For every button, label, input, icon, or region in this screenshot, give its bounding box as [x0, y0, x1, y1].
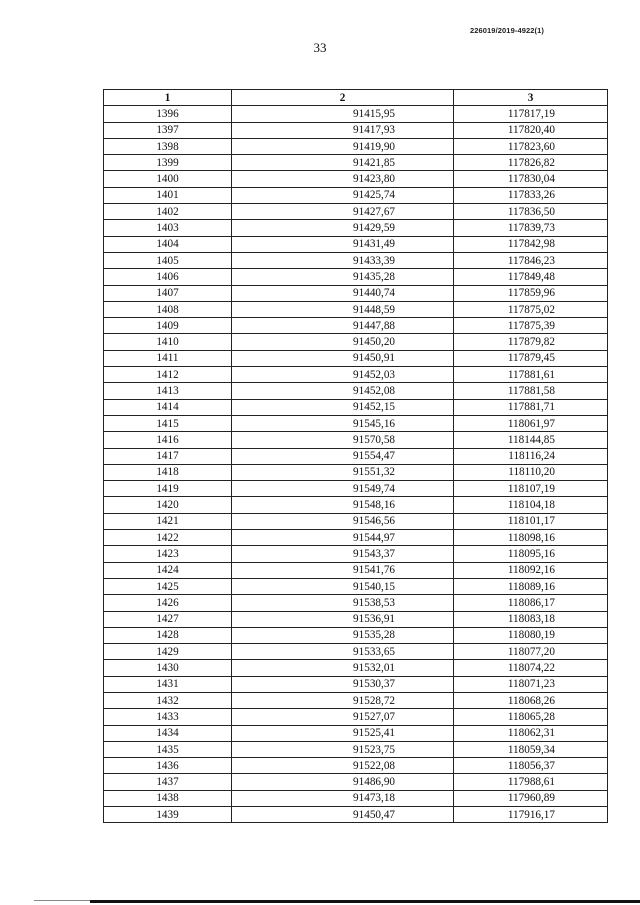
table-cell-col3: 117839,73 [454, 220, 608, 236]
table-cell-col2: 91532,01 [232, 660, 454, 676]
table-cell-col1: 1430 [104, 660, 232, 676]
table-cell-col2: 91554,47 [232, 448, 454, 464]
table-cell-col3: 118107,19 [454, 481, 608, 497]
table-row [104, 285, 608, 301]
table-row [104, 627, 608, 643]
table-cell-col2: 91536,91 [232, 611, 454, 627]
table-cell-col2: 91433,39 [232, 252, 454, 268]
table-cell-col1: 1438 [104, 790, 232, 806]
table-cell-col3: 117881,58 [454, 383, 608, 399]
table-row [104, 807, 608, 823]
table-cell-col3: 118056,37 [454, 758, 608, 774]
table-row [104, 122, 608, 138]
table-cell-col1: 1405 [104, 252, 232, 268]
table-cell-col3: 117988,61 [454, 774, 608, 790]
table-row [104, 660, 608, 676]
table-cell-col3: 118086,17 [454, 595, 608, 611]
table-cell-col1: 1397 [104, 122, 232, 138]
table-row [104, 562, 608, 578]
table-cell-col1: 1396 [104, 106, 232, 122]
table-cell-col1: 1433 [104, 709, 232, 725]
table-cell-col2: 91427,67 [232, 204, 454, 220]
table-cell-col1: 1417 [104, 448, 232, 464]
table-row [104, 269, 608, 285]
table-row [104, 399, 608, 415]
table-cell-col2: 91450,20 [232, 334, 454, 350]
table-cell-col1: 1408 [104, 301, 232, 317]
table-row [104, 790, 608, 806]
table-cell-col1: 1410 [104, 334, 232, 350]
table-row [104, 220, 608, 236]
table-cell-col1: 1425 [104, 578, 232, 594]
table-cell-col2: 91419,90 [232, 138, 454, 154]
table-cell-col3: 118061,97 [454, 415, 608, 431]
table-cell-col2: 91450,47 [232, 807, 454, 823]
table-row [104, 318, 608, 334]
table-cell-col2: 91525,41 [232, 725, 454, 741]
table-cell-col1: 1427 [104, 611, 232, 627]
table-cell-col2: 91545,16 [232, 415, 454, 431]
table-row [104, 350, 608, 366]
table-row [104, 611, 608, 627]
table-row [104, 301, 608, 317]
table-cell-col3: 118074,22 [454, 660, 608, 676]
table-cell-col2: 91452,15 [232, 399, 454, 415]
table-row [104, 155, 608, 171]
table-cell-col3: 118068,26 [454, 692, 608, 708]
table-cell-col3: 118095,16 [454, 546, 608, 562]
table-cell-col1: 1439 [104, 807, 232, 823]
table-row [104, 367, 608, 383]
table-row [104, 236, 608, 252]
column-header-2: 2 [232, 90, 454, 106]
table-cell-col3: 117916,17 [454, 807, 608, 823]
table-cell-col3: 118101,17 [454, 513, 608, 529]
footer-rule-faint [34, 900, 90, 901]
table-cell-col3: 117879,82 [454, 334, 608, 350]
table-cell-col2: 91527,07 [232, 709, 454, 725]
table-cell-col1: 1423 [104, 546, 232, 562]
table-cell-col1: 1406 [104, 269, 232, 285]
table-cell-col2: 91549,74 [232, 481, 454, 497]
table-cell-col1: 1421 [104, 513, 232, 529]
table-cell-col3: 117817,19 [454, 106, 608, 122]
table-cell-col2: 91522,08 [232, 758, 454, 774]
table-cell-col1: 1429 [104, 644, 232, 660]
table-cell-col1: 1407 [104, 285, 232, 301]
table-cell-col2: 91538,53 [232, 595, 454, 611]
table-cell-col2: 91486,90 [232, 774, 454, 790]
table-cell-col1: 1400 [104, 171, 232, 187]
table-row [104, 171, 608, 187]
table-cell-col3: 118083,18 [454, 611, 608, 627]
table-cell-col2: 91431,49 [232, 236, 454, 252]
table-cell-col3: 118071,23 [454, 676, 608, 692]
table-cell-col2: 91415,95 [232, 106, 454, 122]
column-header-3: 3 [454, 90, 608, 106]
table-row [104, 187, 608, 203]
table-cell-col3: 118098,16 [454, 530, 608, 546]
table-cell-col2: 91435,28 [232, 269, 454, 285]
table-cell-col2: 91541,76 [232, 562, 454, 578]
table-cell-col2: 91447,88 [232, 318, 454, 334]
table-cell-col3: 117836,50 [454, 204, 608, 220]
table-cell-col3: 117881,61 [454, 367, 608, 383]
table-row [104, 709, 608, 725]
table-cell-col2: 91425,74 [232, 187, 454, 203]
table-cell-col1: 1420 [104, 497, 232, 513]
table-cell-col3: 117846,23 [454, 252, 608, 268]
table-row [104, 758, 608, 774]
table-cell-col3: 118104,18 [454, 497, 608, 513]
table-cell-col3: 118062,31 [454, 725, 608, 741]
table-cell-col1: 1432 [104, 692, 232, 708]
coordinates-table-container [103, 89, 607, 823]
table-cell-col1: 1418 [104, 464, 232, 480]
table-cell-col3: 117830,04 [454, 171, 608, 187]
coordinates-table [103, 89, 608, 823]
table-row [104, 595, 608, 611]
table-row [104, 741, 608, 757]
table-cell-col2: 91421,85 [232, 155, 454, 171]
document-id: 226019/2019-4922(1) [469, 26, 544, 35]
table-cell-col1: 1428 [104, 627, 232, 643]
table-body [104, 106, 608, 823]
table-row [104, 530, 608, 546]
table-cell-col2: 91533,65 [232, 644, 454, 660]
table-row [104, 204, 608, 220]
table-cell-col1: 1431 [104, 676, 232, 692]
table-row [104, 578, 608, 594]
table-row [104, 432, 608, 448]
table-cell-col2: 91535,28 [232, 627, 454, 643]
table-cell-col3: 117875,39 [454, 318, 608, 334]
table-row [104, 497, 608, 513]
table-cell-col2: 91523,75 [232, 741, 454, 757]
table-cell-col3: 118080,19 [454, 627, 608, 643]
table-cell-col1: 1412 [104, 367, 232, 383]
table-cell-col1: 1436 [104, 758, 232, 774]
table-row [104, 692, 608, 708]
table-cell-col2: 91429,59 [232, 220, 454, 236]
table-cell-col3: 117833,26 [454, 187, 608, 203]
table-cell-col1: 1401 [104, 187, 232, 203]
table-row [104, 725, 608, 741]
table-cell-col2: 91417,93 [232, 122, 454, 138]
table-cell-col2: 91551,32 [232, 464, 454, 480]
table-cell-col3: 118077,20 [454, 644, 608, 660]
table-row [104, 138, 608, 154]
table-cell-col1: 1426 [104, 595, 232, 611]
table-cell-col2: 91546,56 [232, 513, 454, 529]
table-cell-col2: 91423,80 [232, 171, 454, 187]
table-row [104, 644, 608, 660]
table-cell-col1: 1415 [104, 415, 232, 431]
table-cell-col3: 118089,16 [454, 578, 608, 594]
table-cell-col1: 1422 [104, 530, 232, 546]
table-cell-col3: 117875,02 [454, 301, 608, 317]
table-cell-col1: 1404 [104, 236, 232, 252]
table-row [104, 448, 608, 464]
table-cell-col2: 91570,58 [232, 432, 454, 448]
footer-rule [90, 900, 640, 903]
table-cell-col3: 117859,96 [454, 285, 608, 301]
table-cell-col1: 1414 [104, 399, 232, 415]
page-number: 33 [313, 40, 327, 55]
table-cell-col3: 117849,48 [454, 269, 608, 285]
table-cell-col3: 118110,20 [454, 464, 608, 480]
table-row [104, 464, 608, 480]
table-cell-col1: 1409 [104, 318, 232, 334]
table-cell-col1: 1403 [104, 220, 232, 236]
table-row [104, 334, 608, 350]
table-cell-col2: 91528,72 [232, 692, 454, 708]
table-cell-col3: 117879,45 [454, 350, 608, 366]
table-cell-col3: 118065,28 [454, 709, 608, 725]
table-cell-col1: 1424 [104, 562, 232, 578]
table-row [104, 513, 608, 529]
table-cell-col2: 91540,15 [232, 578, 454, 594]
table-row [104, 106, 608, 122]
table-cell-col3: 117842,98 [454, 236, 608, 252]
table-row [104, 481, 608, 497]
table-cell-col3: 117881,71 [454, 399, 608, 415]
table-cell-col1: 1435 [104, 741, 232, 757]
table-row [104, 774, 608, 790]
table-cell-col1: 1437 [104, 774, 232, 790]
table-cell-col3: 117960,89 [454, 790, 608, 806]
table-cell-col2: 91530,37 [232, 676, 454, 692]
table-cell-col2: 91452,08 [232, 383, 454, 399]
table-cell-col1: 1434 [104, 725, 232, 741]
table-cell-col1: 1411 [104, 350, 232, 366]
table-cell-col3: 118092,16 [454, 562, 608, 578]
table-cell-col1: 1402 [104, 204, 232, 220]
table-row [104, 676, 608, 692]
table-row [104, 252, 608, 268]
table-row [104, 415, 608, 431]
table-cell-col2: 91452,03 [232, 367, 454, 383]
table-cell-col1: 1419 [104, 481, 232, 497]
column-header-1: 1 [104, 90, 232, 106]
table-cell-col3: 117820,40 [454, 122, 608, 138]
table-cell-col1: 1399 [104, 155, 232, 171]
table-header-row [104, 90, 608, 106]
table-row [104, 383, 608, 399]
table-cell-col3: 118116,24 [454, 448, 608, 464]
table-cell-col3: 118144,85 [454, 432, 608, 448]
table-cell-col2: 91450,91 [232, 350, 454, 366]
table-cell-col2: 91544,97 [232, 530, 454, 546]
table-cell-col3: 117823,60 [454, 138, 608, 154]
table-row [104, 546, 608, 562]
table-cell-col3: 117826,82 [454, 155, 608, 171]
table-cell-col2: 91473,18 [232, 790, 454, 806]
table-cell-col2: 91448,59 [232, 301, 454, 317]
table-cell-col3: 118059,34 [454, 741, 608, 757]
table-cell-col1: 1413 [104, 383, 232, 399]
table-cell-col2: 91543,37 [232, 546, 454, 562]
table-cell-col2: 91548,16 [232, 497, 454, 513]
table-cell-col1: 1398 [104, 138, 232, 154]
table-cell-col1: 1416 [104, 432, 232, 448]
table-cell-col2: 91440,74 [232, 285, 454, 301]
